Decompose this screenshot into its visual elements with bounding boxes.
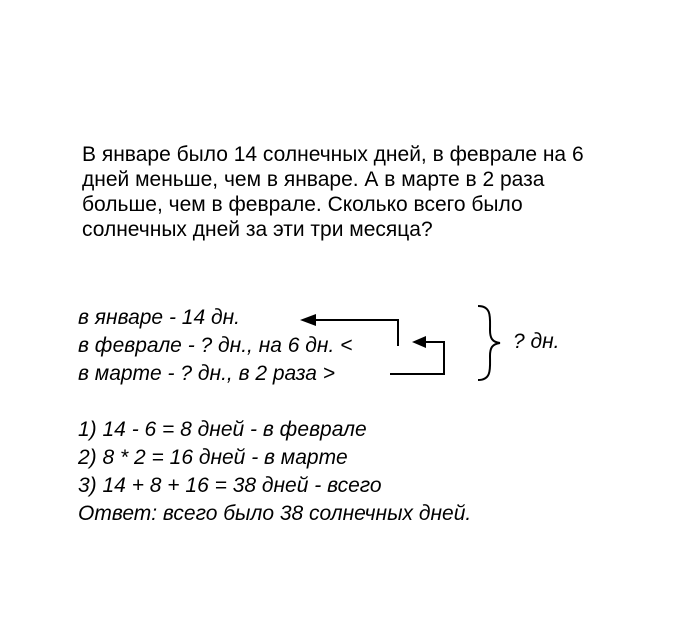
brace-icon [478, 306, 500, 380]
problem-line: больше, чем в феврале. Сколько всего было [82, 193, 523, 216]
problem-line: В январе было 14 солнечных дней, в феврале на 6 [82, 143, 584, 166]
scheme-total: ? дн. [513, 330, 560, 353]
problem-line: дней меньше, чем в январе. А в марте в 2 раза [82, 168, 545, 191]
solution-step: 1) 14 - 6 = 8 дней - в феврале [78, 418, 367, 441]
arrow-mar-to-feb [390, 342, 444, 374]
scheme-january: в январе - 14 дн. [78, 306, 240, 329]
solution-step: 2) 8 * 2 = 16 дней - в марте [78, 446, 348, 469]
solution-answer: Ответ: всего было 38 солнечных дней. [78, 502, 472, 525]
scheme-february: в феврале - ? дн., на 6 дн. < [78, 334, 353, 357]
solution-step: 3) 14 + 8 + 16 = 38 дней - всего [78, 474, 382, 497]
scheme-march: в марте - ? дн., в 2 раза > [78, 362, 336, 385]
problem-line: солнечных дней за эти три месяца? [82, 218, 433, 241]
arrowhead-icon [412, 336, 426, 348]
arrow-feb-to-jan [306, 320, 398, 346]
arrowhead-icon [300, 314, 316, 326]
